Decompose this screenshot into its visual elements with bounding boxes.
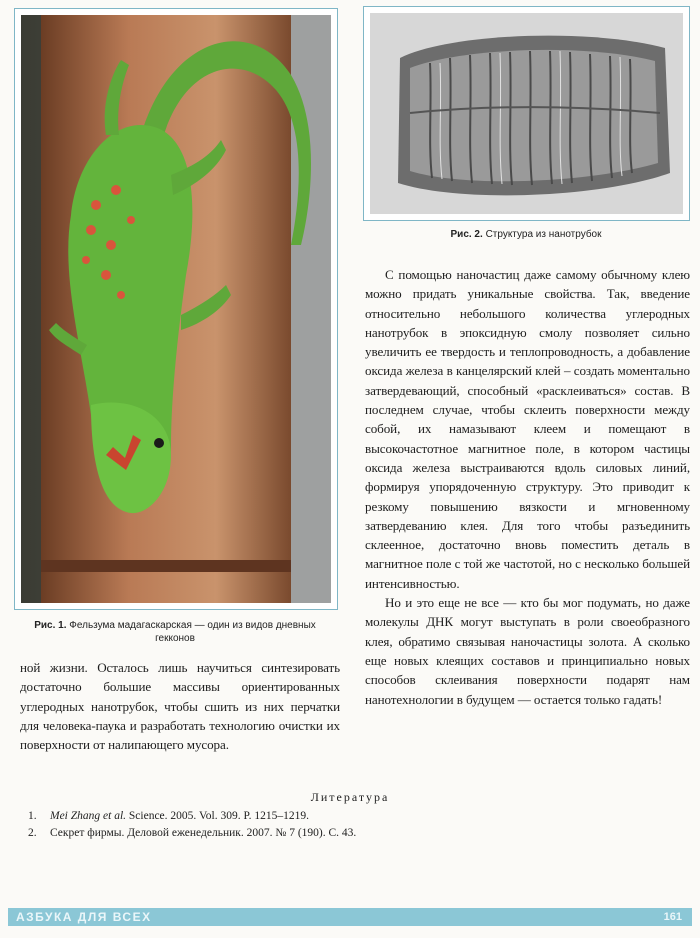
gecko-photo	[21, 15, 331, 603]
figure-2-caption	[366, 228, 686, 241]
reference-text: Секрет фирмы. Деловой еженедельник. 2007. № 7 (190). С. 43.	[50, 827, 357, 839]
reference-number: 1.	[28, 810, 37, 822]
right-paragraph-1: С помощью наночастиц даже самому обычному клею можно придать уникальные свойства. Так, введение относительно небольшого количества углеродных нанотрубок в эпоксидную смолу позволяет сильно увеличить ее твердость и теплопроводность, а добавление оксида железа в канцелярский клей – создать моментально затвердевающий, способный «расклеиваться» состав. В последнем случае, чтобы склеить поверхности между собой, их намазывают клеем и помещают в высокочастотное магнитное поле, в котором частицы оксида железа выстраиваются вдоль силовых линий, формируя упорядоченную структуру. Это приводит к резкому повышению вязкости и мгновенному затвердеванию клея. Для того чтобы разъединить склеенное, достаточно вновь поместить деталь в магнитное поле с той же частотой, но с несколько большей интенсивностью.	[365, 267, 690, 591]
right-paragraph-2: Но и это еще не все — кто бы мог подумать, но даже молекулы ДНК могут выступать в роли своеобразного клея, обратимо связывая наночастицы золота. А сколько еще новых клеящих составов и принципиально новых способов склеивания поверхности подарят нам нанотехнологии в будущем — остается только гадать!	[365, 595, 690, 707]
left-paragraph: ной жизни. Осталось лишь научиться синтезировать достаточно большие массивы ориентированных углеродных нанотрубок, чтобы сшить из них перчатки для человека-паука и разработать технологию очистки их поверхности от налипающего мусора.	[20, 660, 340, 753]
reference-text: Science. 2005. Vol. 309. P. 1215–1219.	[126, 810, 309, 822]
figure-1-frame	[14, 8, 338, 610]
figure-2-label: Рис. 2.	[450, 229, 483, 240]
reference-authors: Mei Zhang et al.	[50, 810, 127, 822]
references-title: Литература	[310, 790, 390, 804]
footer-band	[8, 908, 692, 926]
reference-item	[28, 808, 678, 825]
figure-2-frame	[363, 6, 690, 221]
page-number: 161	[663, 911, 682, 923]
nanotube-micrograph	[370, 13, 683, 214]
right-column	[365, 265, 690, 709]
figure-1-label: Рис. 1.	[34, 620, 67, 631]
references-list	[28, 808, 678, 842]
left-column	[20, 658, 340, 754]
reference-item	[28, 825, 678, 842]
figure-2-caption-text: Структура из нанотрубок	[485, 229, 602, 240]
reference-number: 2.	[28, 827, 37, 839]
figure-1-caption-text: Фельзума мадагаскарская — один из видов дневных гекконов	[69, 620, 316, 644]
footer-section-title: АЗБУКА ДЛЯ ВСЕХ	[16, 910, 152, 924]
figure-1-caption	[14, 619, 336, 645]
